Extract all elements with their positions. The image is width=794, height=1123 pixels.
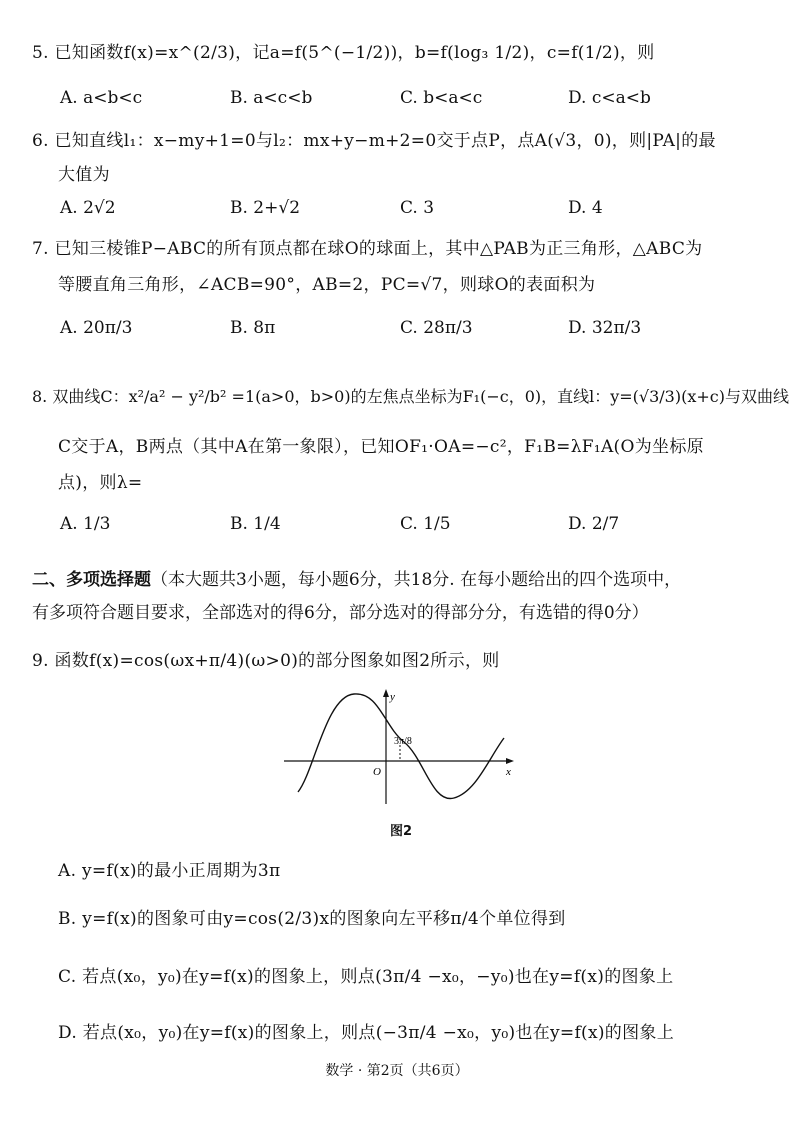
y-axis-arrow	[383, 689, 389, 697]
q5-option-a: A. a<b<c	[60, 88, 143, 108]
q6-option-c: C. 3	[400, 198, 435, 218]
q9-option-b: B. y=f(x)的图象可由y=cos(2/3)x的图象向左平移π/4个单位得到	[58, 909, 566, 929]
q6-option-d: D. 4	[568, 198, 603, 218]
q9-option-d: D. 若点(x₀，y₀)在y=f(x)的图象上，则点(−3π/4 −x₀，y₀)也在y=f(x)的图象上	[58, 1023, 675, 1043]
origin-label: O	[373, 766, 381, 778]
q7-option-d: D. 32π/3	[568, 318, 642, 338]
q9-stem: 9. 函数f(x)=cos(ωx+π/4)(ω>0)的部分图象如图2所示，则	[32, 651, 500, 671]
q8-stem-line1: 8. 双曲线C：x²/a² − y²/b² =1(a>0，b>0)的左焦点坐标为F₁(−c，0)，直线l：y=(√3/3)(x+c)与双曲线	[32, 387, 789, 406]
q9-option-a: A. y=f(x)的最小正周期为3π	[58, 861, 281, 881]
q9-graph-figure	[284, 686, 520, 806]
q5-option-d: D. c<a<b	[568, 88, 651, 108]
page-footer: 数学 · 第2页（共6页）	[325, 1063, 469, 1079]
q8-option-b: B. 1/4	[230, 514, 281, 534]
q9-option-c: C. 若点(x₀，y₀)在y=f(x)的图象上，则点(3π/4 −x₀，−y₀)也在y=f(x)的图象上	[58, 967, 674, 987]
q5-stem: 5. 已知函数f(x)=x^(2/3)，记a=f(5^(−1/2))，b=f(log₃ 1/2)，c=f(1/2)，则	[32, 43, 655, 63]
y-axis-label: y	[390, 691, 395, 703]
section2-desc-line2: 有多项符合题目要求，全部选对的得6分，部分选对的得部分分，有选错的得0分）	[32, 603, 649, 623]
q7-stem-line1: 7. 已知三棱锥P−ABC的所有顶点都在球O的球面上，其中△PAB为正三角形，△ABC为	[32, 239, 703, 259]
q7-option-a: A. 20π/3	[60, 318, 133, 338]
q5-option-b: B. a<c<b	[230, 88, 313, 108]
q8-option-c: C. 1/5	[400, 514, 451, 534]
q7-stem-line2: 等腰直角三角形，∠ACB=90°，AB=2，PC=√7，则球O的表面积为	[58, 275, 596, 295]
q6-stem-line1: 6. 已知直线l₁：x−my+1=0与l₂：mx+y−m+2=0交于点P，点A(√3，0)，则|PA|的最	[32, 131, 716, 151]
q6-option-a: A. 2√2	[60, 198, 116, 218]
x-axis-arrow	[506, 758, 514, 764]
q6-option-b: B. 2+√2	[230, 198, 301, 218]
q5-option-c: C. b<a<c	[400, 88, 483, 108]
q7-option-b: B. 8π	[230, 318, 276, 338]
section2-desc-line1: （本大题共3小题，每小题6分，共18分. 在每小题给出的四个选项中，	[151, 570, 682, 590]
x-axis-label: x	[506, 766, 511, 778]
q8-option-a: A. 1/3	[60, 514, 111, 534]
q6-stem-line2: 大值为	[58, 165, 110, 185]
section2-header	[32, 565, 681, 590]
figure-caption: 图2	[390, 824, 413, 839]
q8-stem-line2: C交于A，B两点（其中A在第一象限），已知OF₁·OA=−c²，F₁B=λF₁A(O为坐标原	[58, 437, 704, 457]
q8-stem-line3: 点)，则λ=	[58, 473, 143, 493]
marker-label: 3π/8	[394, 736, 412, 747]
section2-title: 二、多项选择题	[32, 570, 151, 590]
q8-option-d: D. 2/7	[568, 514, 620, 534]
q7-option-c: C. 28π/3	[400, 318, 473, 338]
